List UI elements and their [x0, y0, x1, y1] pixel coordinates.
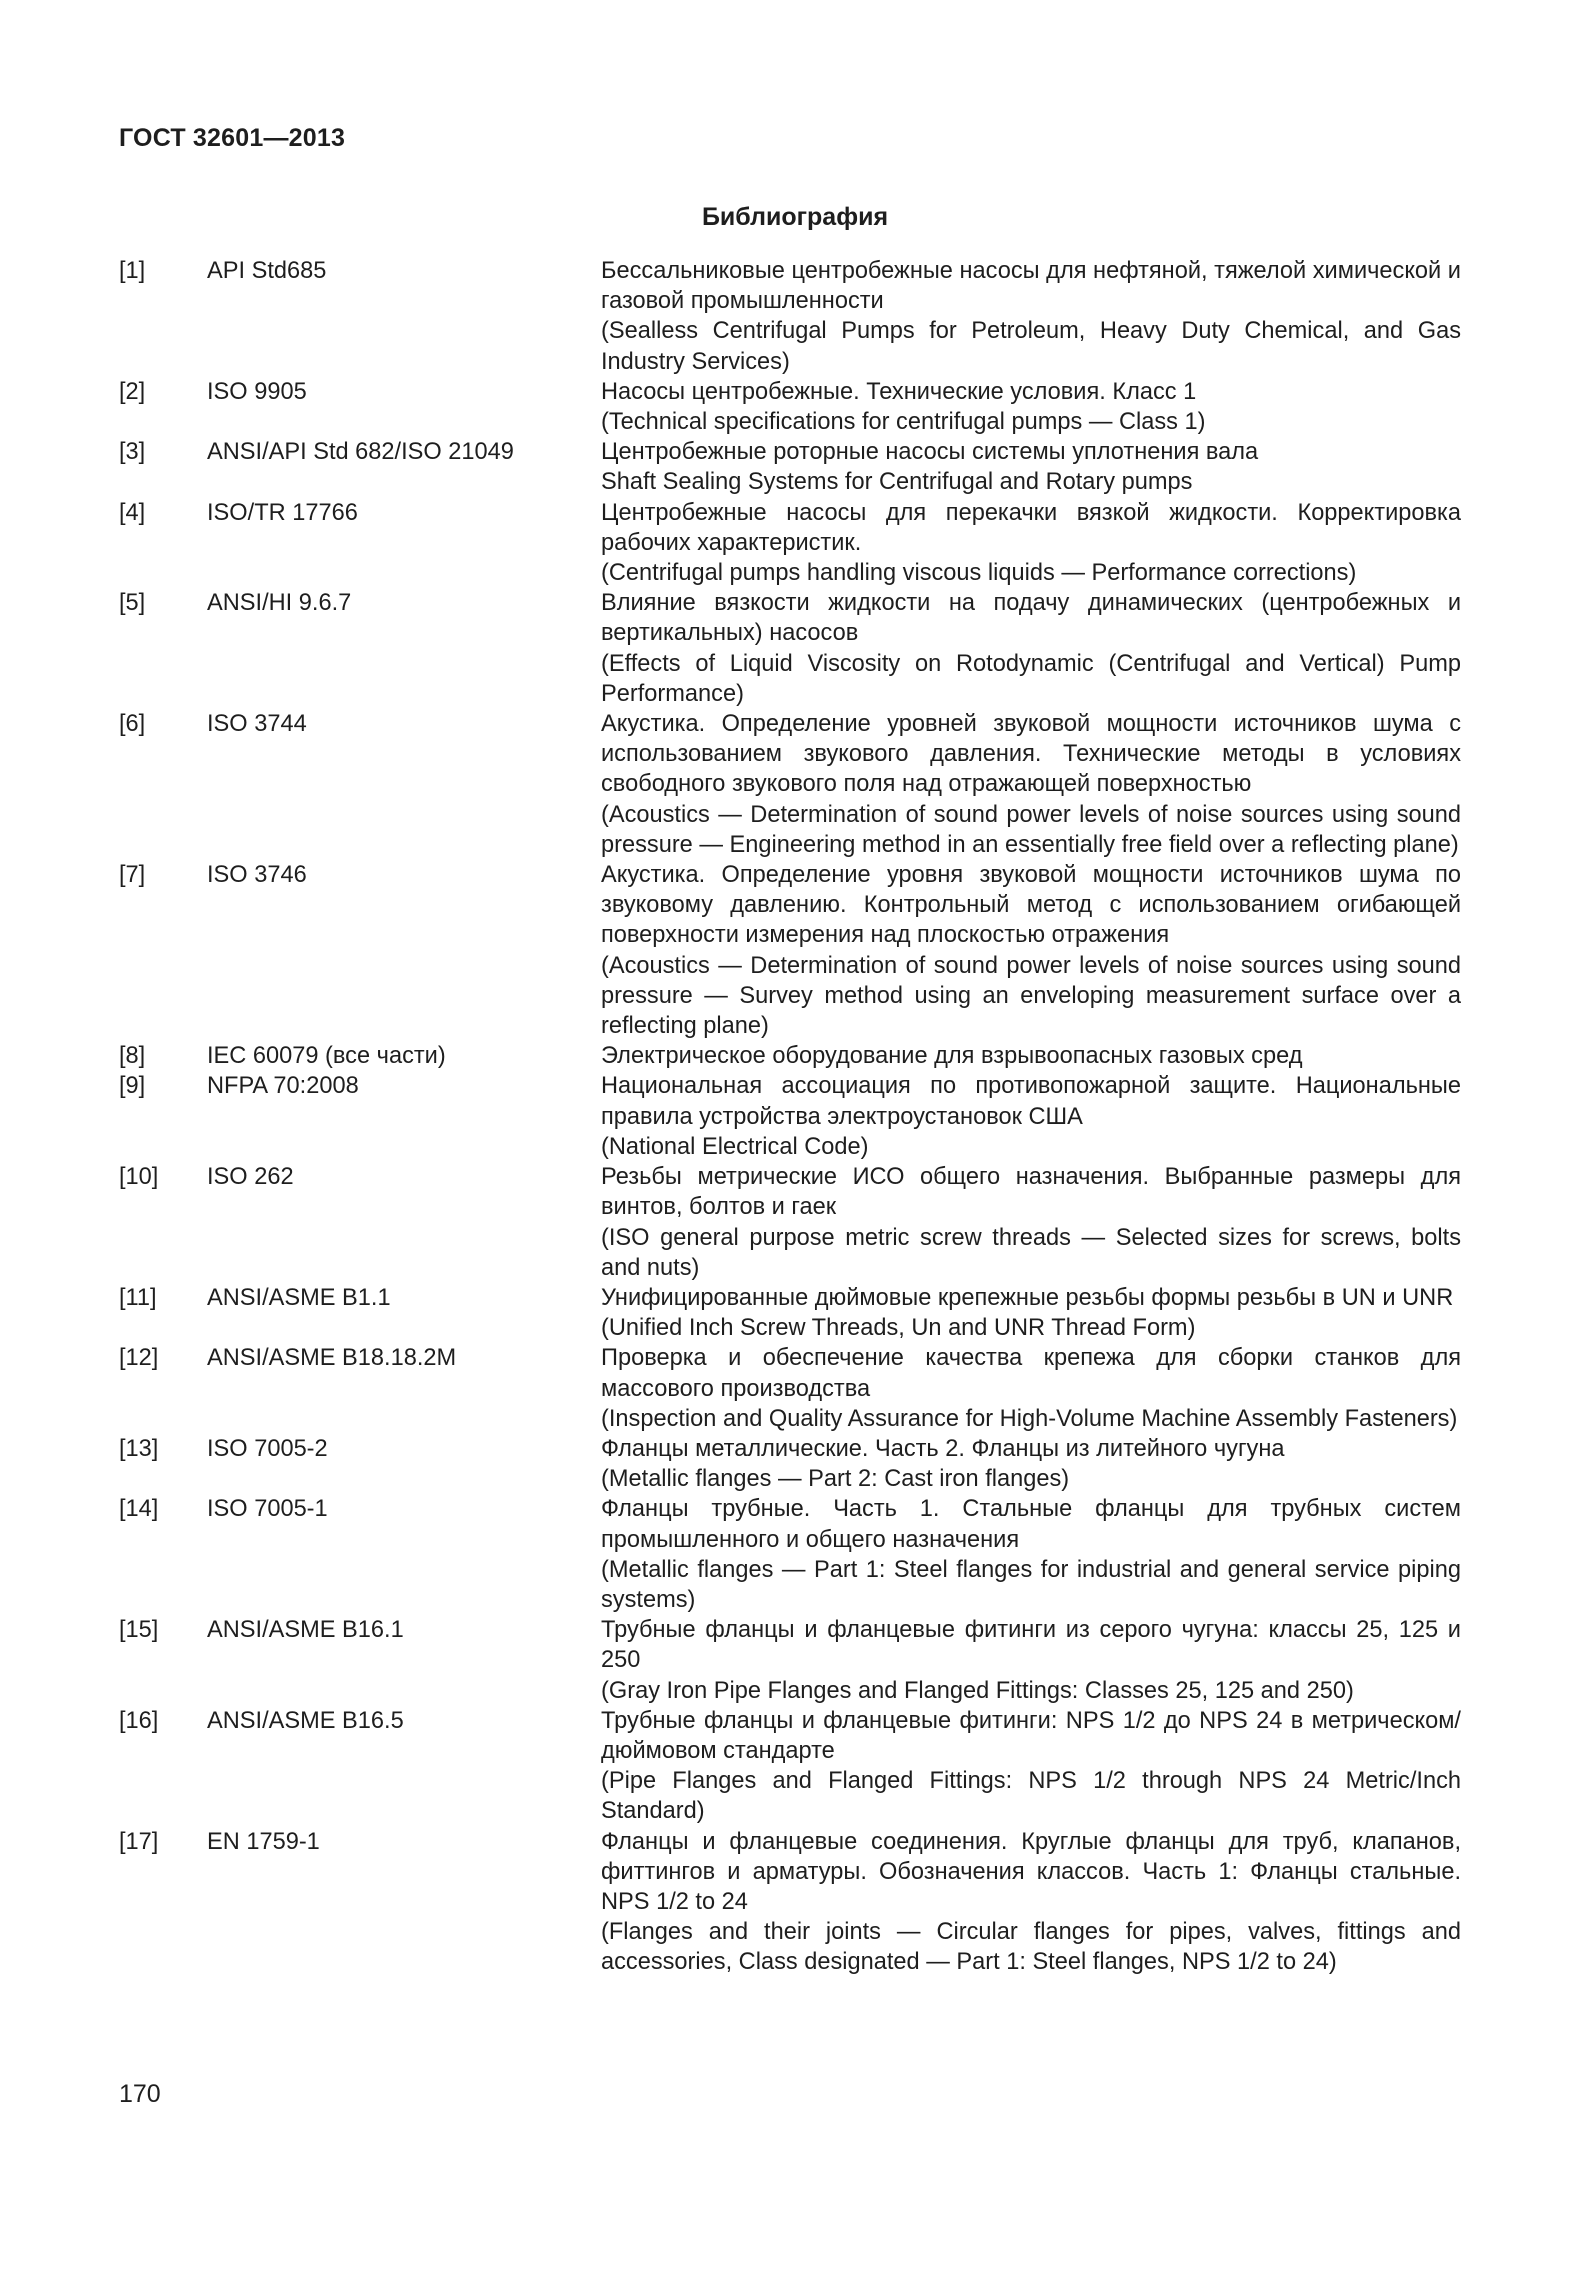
entry-code: ISO 262	[207, 1164, 294, 1191]
entry-description	[601, 1283, 1461, 1343]
entry-code: ISO 7005-1	[207, 1496, 328, 1523]
entry-number: [2]	[119, 378, 146, 405]
entry-description	[601, 1706, 1461, 1827]
bibliography-entry	[119, 377, 1461, 437]
entry-title-ru: Фланцы металлические. Часть 2. Фланцы из литейного чугуна	[601, 1435, 1285, 1462]
entry-number: [14]	[119, 1496, 159, 1523]
entry-description	[601, 1494, 1461, 1615]
entry-description	[601, 498, 1461, 589]
entry-description	[601, 1434, 1461, 1494]
entry-code: EN 1759-1	[207, 1828, 320, 1855]
entry-code: IEC 60079 (все части)	[207, 1043, 446, 1070]
entry-title-en: (Acoustics — Determination of sound power levels of noise sources using sound pressure — Survey method using an enveloping measurement surface over a reflecting plane)	[601, 952, 1461, 1040]
bibliography-entry	[119, 498, 1461, 589]
bibliography-entry	[119, 1071, 1461, 1162]
bibliography-list	[119, 256, 1461, 1978]
entry-number: [11]	[119, 1284, 157, 1311]
bibliography-entry	[119, 437, 1461, 497]
entry-title-en: Shaft Sealing Systems for Centrifugal and Rotary pumps	[601, 469, 1193, 496]
entry-title-ru: Трубные фланцы и фланцевые фитинги из серого чугуна: классы 25, 125 и 250	[601, 1617, 1461, 1674]
entry-title-en: (Unified Inch Screw Threads, Un and UNR Thread Form)	[601, 1315, 1196, 1342]
entry-code: ISO 3744	[207, 711, 307, 738]
entry-code: ISO 3746	[207, 862, 307, 889]
bibliography-entry	[119, 1041, 1461, 1071]
entry-title-ru: Центробежные насосы для перекачки вязкой жидкости. Корректировка рабочих характеристик.	[601, 499, 1461, 556]
bibliography-entry	[119, 1615, 1461, 1706]
entry-title-ru: Трубные фланцы и фланцевые фитинги: NPS 1/2 до NPS 24 в метрическом/дюймовом стандарте	[601, 1707, 1461, 1764]
entry-code: ANSI/ASME B16.1	[207, 1617, 404, 1644]
entry-title-en: (Pipe Flanges and Flanged Fittings: NPS 1/2 through NPS 24 Metric/Inch Standard)	[601, 1768, 1461, 1825]
entry-title-en: (Inspection and Quality Assurance for High-Volume Machine Assembly Fasteners)	[601, 1405, 1458, 1432]
entry-code: ANSI/ASME B1.1	[207, 1284, 391, 1311]
bibliography-entry	[119, 1494, 1461, 1615]
entry-title-ru: Бессальниковые центробежные насосы для нефтяной, тяжелой химической и газовой промышленности	[601, 258, 1461, 315]
bibliography-entry	[119, 1434, 1461, 1494]
entry-code: ANSI/HI 9.6.7	[207, 590, 352, 617]
entry-title-en: (Gray Iron Pipe Flanges and Flanged Fittings: Classes 25, 125 and 250)	[601, 1677, 1354, 1704]
entry-title-ru: Насосы центробежные. Технические условия. Класс 1	[601, 378, 1197, 405]
entry-description	[601, 377, 1461, 437]
entry-title-en: (Technical specifications for centrifugal pumps — Class 1)	[601, 409, 1206, 436]
bibliography-entry	[119, 1162, 1461, 1283]
bibliography-entry	[119, 588, 1461, 709]
entry-number: [1]	[119, 258, 146, 284]
entry-code: NFPA 70:2008	[207, 1073, 359, 1100]
bibliography-entry	[119, 860, 1461, 1041]
entry-number: [3]	[119, 439, 146, 466]
entry-description	[601, 1343, 1461, 1434]
entry-code: API Std685	[207, 258, 327, 284]
entry-title-en: (Sealless Centrifugal Pumps for Petroleum, Heavy Duty Chemical, and Gas Industry Services)	[601, 318, 1461, 375]
entry-description	[601, 1615, 1461, 1706]
entry-title-ru: Акустика. Определение уровня звуковой мощности источников шума по звуковому давлению. Контрольный метод с использованием огибающей поверхности измерения над плоскостью отражения	[601, 862, 1461, 949]
entry-number: [9]	[119, 1073, 146, 1100]
document-header: ГОСТ 32601—2013	[119, 124, 346, 152]
entry-title-en: (Metallic flanges — Part 1: Steel flanges for industrial and general service piping systems)	[601, 1556, 1461, 1613]
section-title: Библиография	[701, 203, 889, 231]
bibliography-entry	[119, 256, 1461, 377]
entry-title-ru: Центробежные роторные насосы системы уплотнения вала	[601, 439, 1259, 466]
bibliography-entry	[119, 1706, 1461, 1827]
entry-title-en: (Centrifugal pumps handling viscous liquids — Performance corrections)	[601, 560, 1357, 587]
entry-description	[601, 588, 1461, 709]
entry-title-en: (Flanges and their joints — Circular flanges for pipes, valves, fittings and accessories, Class designated — Part 1: Steel flanges, NPS 1/2 to 24)	[601, 1919, 1461, 1976]
entry-number: [17]	[119, 1828, 159, 1855]
entry-number: [4]	[119, 499, 146, 526]
entry-number: [15]	[119, 1617, 159, 1644]
entry-number: [7]	[119, 862, 146, 889]
entry-description	[601, 437, 1461, 497]
entry-title-ru: Акустика. Определение уровней звуковой мощности источников шума с использованием звукового давления. Технические методы в условиях свободного звукового поля над отражающей поверхностью	[601, 711, 1461, 798]
entry-title-ru: Фланцы трубные. Часть 1. Стальные фланцы для трубных систем промышленного и общего назначения	[601, 1496, 1461, 1553]
entry-description	[601, 1162, 1461, 1283]
entry-title-en: (Acoustics — Determination of sound power levels of noise sources using sound pressure — Engineering method in an essentially free field over a reflecting plane)	[601, 801, 1461, 858]
entry-title-ru: Влияние вязкости жидкости на подачу динамических (центробежных и вертикальных) насосов	[601, 590, 1461, 647]
entry-code: ISO 9905	[207, 378, 307, 405]
page-number: 170	[119, 2080, 161, 2108]
entry-code: ISO 7005-2	[207, 1435, 328, 1462]
entry-number: [8]	[119, 1043, 146, 1070]
bibliography-entry	[119, 1827, 1461, 1978]
entry-title-ru: Национальная ассоциация по противопожарной защите. Национальные правила устройства электроустановок США	[601, 1073, 1461, 1130]
entry-title-en: (ISO general purpose metric screw threads — Selected sizes for screws, bolts and nuts)	[601, 1224, 1461, 1281]
entry-description	[601, 860, 1461, 1041]
bibliography-entry	[119, 709, 1461, 860]
entry-description	[601, 256, 1461, 377]
entry-title-ru: Унифицированные дюймовые крепежные резьбы формы резьбы в UN и UNR	[601, 1284, 1454, 1311]
entry-title-en: (National Electrical Code)	[601, 1133, 869, 1160]
entry-number: [6]	[119, 711, 146, 738]
entry-number: [5]	[119, 590, 146, 617]
entry-code: ISO/TR 17766	[207, 499, 358, 526]
entry-description	[601, 1827, 1461, 1978]
entry-number: [16]	[119, 1707, 159, 1734]
entry-code: ANSI/ASME B18.18.2M	[207, 1345, 457, 1372]
bibliography-entry	[119, 1343, 1461, 1434]
entry-description	[601, 1071, 1461, 1162]
entry-code: ANSI/ASME B16.5	[207, 1707, 404, 1734]
entry-title-ru: Фланцы и фланцевые соединения. Круглые фланцы для труб, клапанов, фиттингов и арматуры. Обозначения классов. Часть 1: Фланцы стальные. NPS 1/2 to 24	[601, 1828, 1461, 1915]
entry-number: [12]	[119, 1345, 159, 1372]
entry-title-ru: Проверка и обеспечение качества крепежа для сборки станков для массового производства	[601, 1345, 1461, 1402]
bibliography-entry	[119, 1283, 1461, 1343]
entry-title-ru: Электрическое оборудование для взрывоопасных газовых сред	[601, 1043, 1303, 1070]
entry-number: [13]	[119, 1435, 159, 1462]
entry-title-en: (Metallic flanges — Part 2: Cast iron flanges)	[601, 1466, 1070, 1493]
entry-number: [10]	[119, 1164, 159, 1191]
entry-description	[601, 1041, 1461, 1071]
entry-title-en: (Effects of Liquid Viscosity on Rotodynamic (Centrifugal and Vertical) Pump Performance)	[601, 650, 1461, 707]
entry-description	[601, 709, 1461, 860]
entry-title-ru: Резьбы метрические ИСО общего назначения. Выбранные размеры для винтов, болтов и гаек	[601, 1164, 1461, 1221]
entry-code: ANSI/API Std 682/ISO 21049	[207, 439, 514, 466]
